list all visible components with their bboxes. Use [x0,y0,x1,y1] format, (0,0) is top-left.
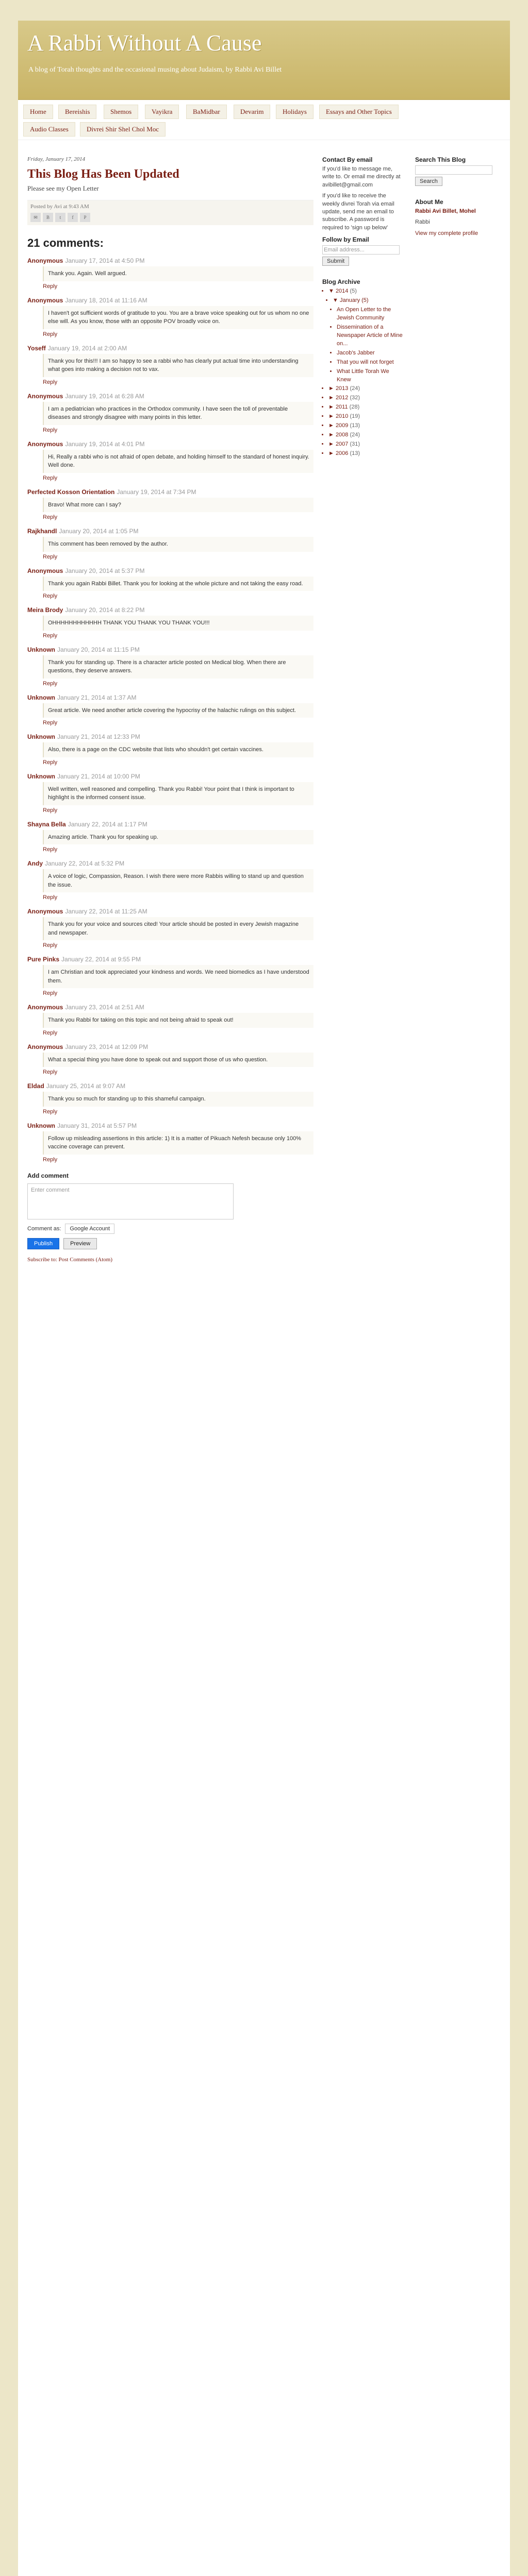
tab-devarim[interactable]: Devarim [234,105,270,119]
comment-date[interactable]: January 19, 2014 at 2:00 AM [47,344,127,352]
comment-date[interactable]: January 19, 2014 at 6:28 AM [65,392,144,400]
comment-date[interactable]: January 20, 2014 at 5:37 PM [65,567,145,574]
comment-item [27,956,314,996]
comment-item [27,1082,314,1115]
archive-item[interactable]: • ► 2009 (13) [328,422,405,430]
comment-head [27,908,314,915]
comment-author[interactable]: Unknown [27,772,55,780]
comment-reply-link[interactable]: Reply [43,379,58,385]
comment-item [27,528,314,560]
comments-list [27,257,314,1163]
add-comment-section [27,1172,314,1249]
tab-bereishis[interactable]: Bereishis [58,105,96,119]
view-profile-link[interactable]: View my complete profile [415,230,478,236]
comment-author[interactable]: Perfected Kosson Orientation [27,488,115,496]
comment-head [27,345,314,352]
comment-body: Hi, Really a rabbi who is not afraid of open debate, and holding himself to the standard of honest inquiry. Well done. [43,450,314,473]
comment-author[interactable]: Anonymous [27,440,63,448]
comment-body: A voice of logic, Compassion, Reason. I wish there were more Rabbis willing to stand up and question the issue. [43,869,314,892]
comment-reply-link[interactable]: Reply [43,427,58,433]
comment-author[interactable]: Unknown [27,646,55,653]
comment-author[interactable]: Anonymous [27,392,63,400]
comment-head [27,567,314,574]
contact-title: Contact By email [322,156,373,163]
sidebar-left [322,152,405,459]
comment-date[interactable]: January 17, 2014 at 4:50 PM [65,257,145,264]
comment-reply-link[interactable]: Reply [43,942,58,948]
comment-date[interactable]: January 19, 2014 at 4:01 PM [65,440,145,448]
comment-item [27,1004,314,1036]
comment-head [27,528,314,535]
comment-body: I haven't got sufficient words of gratitude to you. You are a brave voice speaking out for us whom no one else will. As you know, those with an opposite POV broadly voice on. [43,306,314,329]
comment-author[interactable]: Anonymous [27,1004,63,1011]
comment-head [27,297,314,304]
email-share-icon[interactable]: ✉ [30,213,41,222]
comment-item [27,393,314,433]
about-role: Rabbi [415,219,430,226]
tab-bamidbar[interactable]: BaMidbar [186,105,227,119]
comment-reply-link[interactable]: Reply [43,1029,58,1036]
archive-item[interactable]: • ▼ January (5) [333,297,405,305]
comment-reply-link[interactable]: Reply [43,846,58,853]
comment-author[interactable]: Anonymous [27,257,63,264]
comment-reply-link[interactable]: Reply [43,283,58,290]
comment-item [27,297,314,337]
comment-item [27,488,314,521]
search-input[interactable] [415,165,492,175]
comment-body: Also, there is a page on the CDC website that lists who shouldn't get certain vaccines. [43,742,314,757]
post-body: Please see my Open Letter [27,184,99,192]
comment-body: Thank you for this!!! I am so happy to see a rabbi who has clearly put actual time into understanding what goes into making a decision not to vax. [43,354,314,377]
follow-email-input[interactable]: Email address... [322,245,400,255]
comment-reply-link[interactable]: Reply [43,1108,58,1115]
tab-divrei-shir[interactable]: Divrei Shir Shel Chol Moc [80,122,166,137]
comment-head [27,1043,314,1050]
comment-body: Follow up misleading assertions in this article: 1) It is a matter of Pikuach Nefesh because only 100% vaccine coverage can prevent. [43,1131,314,1155]
tab-shemos[interactable]: Shemos [104,105,138,119]
archive-item[interactable]: • ► 2006 (13) [328,450,405,458]
contact-text-2: If you'd like to receive the weekly divrei Torah via email update, send me an email to subscribe. A password is required to 'sign up below' [322,193,394,231]
post-footer [27,200,314,225]
comment-body: Thank you Rabbi for taking on this topic and not being afraid to speak out! [43,1013,314,1028]
comment-head [27,956,314,963]
main-column [27,152,314,2576]
comment-body: Thank you again Rabbi Billet. Thank you for looking at the whole picture and not taking the easy road. [43,577,314,591]
follow-submit-button[interactable]: Submit [322,257,349,266]
comment-account-select[interactable]: Google Account [65,1224,114,1234]
add-comment-title: Add comment [27,1172,69,1179]
comment-reply-link[interactable]: Reply [43,990,58,996]
comment-author[interactable]: Eldad [27,1082,44,1090]
post-footer-label: Posted by Avi at 9:43 AM [30,204,89,210]
share-buttons [30,213,310,222]
comment-item [27,1122,314,1163]
facebook-share-icon[interactable]: f [68,213,78,222]
comment-reply-link[interactable]: Reply [43,807,58,814]
comment-reply-link[interactable]: Reply [43,514,58,520]
comment-head [27,606,314,614]
comment-date[interactable]: January 25, 2014 at 9:07 AM [46,1082,126,1090]
comment-author[interactable]: Shayna Bella [27,820,66,828]
comment-date[interactable]: January 20, 2014 at 1:05 PM [59,528,139,535]
comment-author[interactable]: Yoseff [27,344,46,352]
comment-item [27,1043,314,1076]
comment-date[interactable]: January 18, 2014 at 11:16 AM [65,296,147,304]
archive-item[interactable]: • ► 2012 (32) [328,394,405,402]
comment-item [27,860,314,901]
comment-reply-link[interactable]: Reply [43,474,58,481]
twitter-share-icon[interactable]: t [55,213,65,222]
tab-vayikra[interactable]: Vayikra [145,105,179,119]
comment-date[interactable]: January 20, 2014 at 8:22 PM [65,606,145,614]
comment-date[interactable]: January 20, 2014 at 11:15 PM [57,646,140,653]
comment-body: Thank you so much for standing up to this shameful campaign. [43,1092,314,1107]
comment-head [27,694,314,701]
preview-button[interactable]: Preview [63,1238,97,1249]
comment-head [27,440,314,448]
archive-title: Blog Archive [322,278,360,286]
comment-date[interactable]: January 31, 2014 at 5:57 PM [57,1122,137,1129]
comment-body: What a special thing you have done to speak out and support those of us who question. [43,1053,314,1067]
archive-item[interactable]: • ► 2010 (19) [328,413,405,421]
tab-home[interactable]: Home [23,105,53,119]
tab-audio[interactable]: Audio Classes [23,122,75,137]
archive-list [322,287,405,458]
post-date: Friday, January 17, 2014 [27,156,86,162]
comment-reply-link[interactable]: Reply [43,894,58,901]
archive-item[interactable]: • Jacob's Jabber [337,349,405,358]
comment-head [27,821,314,828]
archive-item[interactable]: • ▼ 2014 (5) [328,287,405,296]
comment-item [27,694,314,726]
pinterest-share-icon[interactable]: P [80,213,90,222]
comment-author[interactable]: Andy [27,860,43,867]
blog-description: A blog of Torah thoughts and the occasional musing about Judaism, by Rabbi Avi Billet [28,66,282,74]
comment-head [27,1082,314,1090]
archive-item[interactable]: • Dissemination of a Newspaper Article of Mine on... [337,324,405,348]
tab-essays[interactable]: Essays and Other Topics [319,105,399,119]
comment-author[interactable]: Anonymous [27,908,63,915]
comment-body: I am Christian and took appreciated your kindness and words. We need biomedics as I have understood them. [43,965,314,988]
archive-item[interactable]: • ► 2013 (24) [328,385,405,393]
search-title: Search This Blog [415,156,466,163]
comment-date[interactable]: January 21, 2014 at 10:00 PM [57,772,140,780]
comment-item [27,908,314,948]
comment-head [27,257,314,264]
comment-item [27,606,314,639]
comment-body: OHHHHHHHHHHHH THANK YOU THANK YOU THANK YOU!!! [43,616,314,631]
comment-body: Thank you. Again. Well argued. [43,266,314,281]
archive-item[interactable]: • ► 2008 (24) [328,431,405,439]
comment-reply-link[interactable]: Reply [43,720,58,726]
comment-item [27,773,314,814]
comment-date[interactable]: January 21, 2014 at 12:33 PM [57,733,140,740]
comment-buttons [27,1238,314,1249]
comment-reply-link[interactable]: Reply [43,680,58,687]
publish-button[interactable]: Publish [27,1238,59,1249]
comment-item [27,567,314,600]
comment-head [27,860,314,867]
blogthis-share-icon[interactable]: B [43,213,53,222]
comment-author[interactable]: Rajkhandl [27,528,57,535]
comment-reply-link[interactable]: Reply [43,593,58,599]
archive-item[interactable]: • What Little Torah We Knew [337,368,405,384]
follow-title: Follow by Email [322,236,369,244]
comment-reply-link[interactable]: Reply [43,331,58,337]
contact-text: If you'd like to message me, write to. Or email me directly at avibillet@gmail.com [322,166,401,188]
comment-body: I am a pediatrician who practices in the Orthodox community. I have seen the toll of preventable diseases and strongly disagree with many points in this letter. [43,402,314,425]
comment-author[interactable]: Unknown [27,1122,55,1129]
comment-author[interactable]: Anonymous [27,567,63,574]
comment-date[interactable]: January 22, 2014 at 9:55 PM [61,956,141,963]
comment-body: Thank you for your voice and sources cited! Your article should be posted in every Jewish magazine and newspaper. [43,917,314,940]
comment-date[interactable]: January 22, 2014 at 11:25 AM [65,908,147,915]
comment-textarea[interactable]: Enter comment [27,1183,234,1219]
comment-date[interactable]: January 19, 2014 at 7:34 PM [117,488,196,496]
archive-item[interactable]: • That you will not forget [337,359,405,367]
comment-body: Amazing article. Thank you for speaking up. [43,830,314,845]
comment-item [27,257,314,290]
comment-body: This comment has been removed by the author. [43,537,314,552]
comment-item [27,821,314,853]
comment-date[interactable]: January 23, 2014 at 12:09 PM [65,1043,148,1050]
comment-item [27,345,314,385]
comment-date[interactable]: January 23, 2014 at 2:51 AM [65,1004,144,1011]
comment-body: Great article. We need another article covering the hypocrisy of the halachic rulings on this subject. [43,703,314,718]
about-name[interactable]: Rabbi Avi Billet, Mohel [415,208,476,214]
comment-author[interactable]: Anonymous [27,1043,63,1050]
comment-date[interactable]: January 22, 2014 at 1:17 PM [68,820,147,828]
blog-title[interactable]: A Rabbi Without A Cause [27,30,262,56]
comment-head [27,393,314,400]
comment-author[interactable]: Unknown [27,733,55,740]
tab-holidays[interactable]: Holidays [276,105,314,119]
comment-reply-link[interactable]: Reply [43,632,58,639]
comments-header: 21 comments: [27,236,104,249]
comment-author[interactable]: Pure Pinks [27,956,60,963]
page [18,21,510,2576]
archive-item[interactable]: • ► 2007 (31) [328,440,405,449]
comment-head [27,733,314,740]
comment-item [27,440,314,481]
comment-head [27,646,314,653]
comment-controls [27,1224,314,1234]
comment-item [27,646,314,687]
comment-body: Well written, well reasoned and compelling. Thank you Rabbi! Your point that I think is important to highlight is the informed consent issue. [43,782,314,805]
comment-head [27,773,314,780]
comment-body: Thank you for standing up. There is a character article posted on Medical blog. When there are questions, they deserve answers. [43,655,314,679]
archive-item[interactable]: • An Open Letter to the Jewish Community [337,306,405,323]
comment-author[interactable]: Meira Brody [27,606,63,614]
comment-reply-link[interactable]: Reply [43,553,58,560]
about-title: About Me [415,198,443,206]
comment-head [27,488,314,496]
subscribe-link[interactable]: Subscribe to: Post Comments (Atom) [27,1256,112,1263]
sidebar-right [415,152,498,241]
comment-author[interactable]: Anonymous [27,296,63,304]
comment-head [27,1122,314,1129]
comment-reply-link[interactable]: Reply [43,759,58,766]
search-button[interactable]: Search [415,177,442,186]
post-title[interactable]: This Blog Has Been Updated [27,167,179,181]
nav-tabs [18,100,510,140]
comment-body: Bravo! What more can I say? [43,498,314,513]
comment-date[interactable]: January 21, 2014 at 1:37 AM [57,693,137,701]
archive-item[interactable]: • ► 2011 (28) [328,403,405,412]
comment-reply-link[interactable]: Reply [43,1069,58,1075]
blog-header [18,21,510,100]
comment-head [27,1004,314,1011]
comment-item [27,733,314,766]
comment-author[interactable]: Unknown [27,693,55,701]
comment-as-label: Comment as: [27,1225,61,1232]
comment-reply-link[interactable]: Reply [43,1156,58,1163]
comment-date[interactable]: January 22, 2014 at 5:32 PM [45,860,125,867]
